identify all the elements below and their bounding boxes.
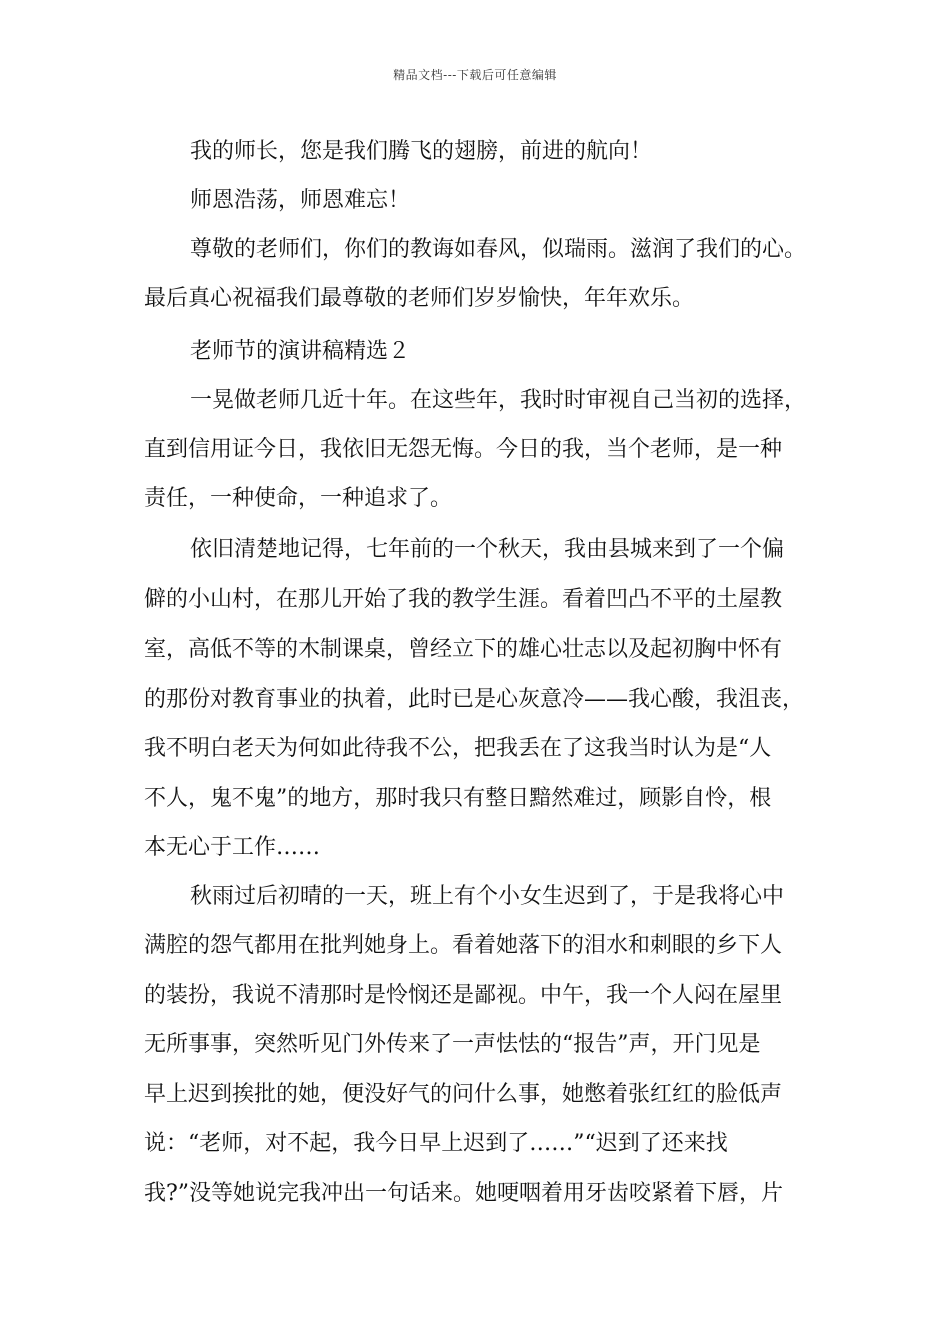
text-line bbox=[0, 729, 950, 769]
line-text: 老师节的演讲稿精选２ bbox=[190, 339, 411, 364]
text-line bbox=[0, 230, 950, 270]
text-line bbox=[0, 479, 950, 519]
line-text: 早上迟到挨批的她，便没好气的问什么事，她憋着张红红的脸低声 bbox=[144, 1082, 783, 1107]
line-text: 依旧清楚地记得，七年前的一个秋天，我由县城来到了一个偏 bbox=[190, 537, 785, 562]
text-line bbox=[0, 1025, 950, 1065]
text-line bbox=[0, 1174, 950, 1214]
line-text: 责任，一种使命，一种追求了。 bbox=[144, 486, 453, 511]
page-header: 精品文档---下载后可任意编辑 bbox=[393, 68, 557, 82]
line-text: 师恩浩荡，师恩难忘！ bbox=[190, 188, 411, 213]
text-line bbox=[0, 828, 950, 868]
text-line bbox=[0, 279, 950, 319]
line-text: 我的师长，您是我们腾飞的翅膀，前进的航向！ bbox=[190, 139, 653, 164]
text-line bbox=[0, 680, 950, 720]
line-text: 的装扮，我说不清那时是怜悯还是鄙视。中午，我一个人闷在屋里 bbox=[144, 983, 783, 1008]
text-line bbox=[0, 1124, 950, 1164]
text-line bbox=[0, 530, 950, 570]
line-text: 秋雨过后初晴的一天，班上有个小女生迟到了，于是我将心中 bbox=[190, 884, 785, 909]
line-text: 最后真心祝福我们最尊敬的老师们岁岁愉快，年年欢乐。 bbox=[144, 286, 695, 311]
line-text: 无所事事，突然听见门外传来了一声怯怯的“报告”声，开门见是 bbox=[144, 1032, 761, 1057]
line-text: 尊敬的老师们，你们的教诲如春风，似瑞雨。滋润了我们的心。 bbox=[190, 237, 807, 262]
text-line bbox=[0, 630, 950, 670]
text-line bbox=[0, 430, 950, 470]
text-line bbox=[0, 1075, 950, 1115]
line-text: 我?”没等她说完我冲出一句话来。她哽咽着用牙齿咬紧着下唇，片 bbox=[144, 1181, 784, 1206]
line-text: 本无心于工作…… bbox=[144, 835, 321, 860]
text-line bbox=[0, 877, 950, 917]
text-line bbox=[0, 926, 950, 966]
section-heading bbox=[0, 332, 950, 372]
line-text: 我不明白老天为何如此待我不公，把我丢在了这我当时认为是“人 bbox=[144, 736, 772, 761]
line-text: 满腔的怨气都用在批判她身上。看着她落下的泪水和刺眼的乡下人 bbox=[144, 933, 783, 958]
line-text: 的那份对教育事业的执着，此时已是心灰意冷——我心酸，我沮丧， bbox=[144, 687, 805, 712]
line-text: 一晃做老师几近十年。在这些年，我时时审视自己当初的选择， bbox=[190, 388, 807, 413]
line-text: 僻的小山村，在那儿开始了我的教学生涯。看着凹凸不平的土屋教 bbox=[144, 587, 783, 612]
text-line bbox=[0, 580, 950, 620]
text-line bbox=[0, 181, 950, 221]
text-line bbox=[0, 976, 950, 1016]
line-text: 室，高低不等的木制课桌，曾经立下的雄心壮志以及起初胸中怀有 bbox=[144, 637, 783, 662]
line-text: 直到信用证今日，我依旧无怨无悔。今日的我，当个老师，是一种 bbox=[144, 437, 783, 462]
text-line bbox=[0, 381, 950, 421]
line-text: 不人，鬼不鬼”的地方，那时我只有整日黯然难过，顾影自怜，根 bbox=[144, 786, 772, 811]
text-line bbox=[0, 779, 950, 819]
text-line bbox=[0, 132, 950, 172]
line-text: 说：“老师，对不起，我今日早上迟到了……”“迟到了还来找 bbox=[144, 1131, 728, 1156]
